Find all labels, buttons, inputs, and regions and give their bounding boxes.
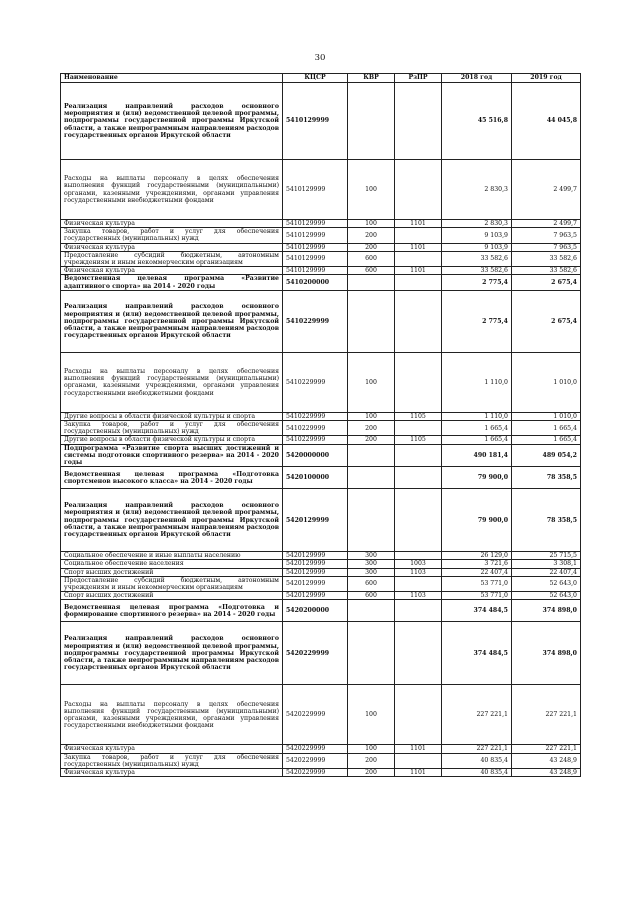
- cell-name: Реализация направлений расходов основного мероприятия и (или) ведомственной целевой программы, подпрограммы государственной программы Иркутской области, а также непрограммным направлениям расходов государственных органов Иркутской области: [61, 489, 283, 552]
- cell-2018: 1 665,4: [442, 421, 512, 436]
- cell-kvr: 100: [348, 745, 395, 753]
- cell-kcsr: 5420129999: [283, 576, 348, 591]
- cell-2019: 227 221,1: [512, 745, 581, 753]
- cell-name: Спорт высших достижений: [61, 592, 283, 600]
- table-row: [61, 421, 581, 436]
- cell-rzpr: [395, 275, 442, 290]
- cell-2019: 33 582,6: [512, 251, 581, 266]
- cell-rzpr: [395, 576, 442, 591]
- cell-name: Расходы на выплаты персоналу в целях обеспечения выполнения функций государственными (муниципальными) органами, казенными учреждениями, органами управления государственными внебюджетными фондами: [61, 685, 283, 745]
- page-number: 30: [314, 53, 326, 63]
- cell-kvr: 600: [348, 251, 395, 266]
- cell-kvr: 300: [348, 568, 395, 576]
- cell-2019: 1 665,4: [512, 421, 581, 436]
- header-2018: 2018 год: [442, 74, 512, 83]
- header-kvr: КВР: [348, 74, 395, 83]
- cell-kcsr: 5410129999: [283, 243, 348, 251]
- cell-2018: 9 103,9: [442, 228, 512, 243]
- cell-rzpr: [395, 685, 442, 745]
- cell-kvr: 600: [348, 592, 395, 600]
- cell-rzpr: 1105: [395, 436, 442, 444]
- cell-kcsr: 5420200000: [283, 600, 348, 622]
- cell-kvr: 200: [348, 421, 395, 436]
- cell-2019: 374 898,0: [512, 600, 581, 622]
- cell-2019: 33 582,6: [512, 267, 581, 275]
- cell-name: Физическая культура: [61, 267, 283, 275]
- cell-name: Расходы на выплаты персоналу в целях обеспечения выполнения функций государственными (муниципальными) органами, казенными учреждениями, органами управления государственными внебюджетными фондами: [61, 160, 283, 220]
- table-row: [61, 83, 581, 160]
- table-row: [61, 769, 581, 777]
- table-row: [61, 489, 581, 552]
- cell-kvr: 100: [348, 220, 395, 228]
- cell-kvr: [348, 622, 395, 685]
- cell-kvr: 100: [348, 685, 395, 745]
- table-row: [61, 568, 581, 576]
- cell-kcsr: 5410129999: [283, 160, 348, 220]
- table-row: [61, 412, 581, 420]
- cell-2018: 2 830,3: [442, 160, 512, 220]
- cell-rzpr: [395, 753, 442, 768]
- cell-2018: 40 835,4: [442, 769, 512, 777]
- cell-name: Социальное обеспечение населения: [61, 560, 283, 568]
- cell-kvr: 300: [348, 552, 395, 560]
- cell-2018: 45 516,8: [442, 83, 512, 160]
- cell-kvr: 100: [348, 412, 395, 420]
- cell-2018: 1 665,4: [442, 436, 512, 444]
- cell-rzpr: 1103: [395, 592, 442, 600]
- cell-kcsr: 5420229999: [283, 685, 348, 745]
- cell-2019: 1 665,4: [512, 436, 581, 444]
- cell-2019: 374 898,0: [512, 622, 581, 685]
- cell-2018: 2 775,4: [442, 275, 512, 290]
- table-row: [61, 685, 581, 745]
- cell-rzpr: [395, 489, 442, 552]
- cell-2018: 33 582,6: [442, 251, 512, 266]
- cell-2019: 2 675,4: [512, 290, 581, 352]
- cell-2019: 43 248,9: [512, 769, 581, 777]
- cell-name: Другие вопросы в области физической культуры и спорта: [61, 412, 283, 420]
- cell-rzpr: [395, 622, 442, 685]
- header-kcsr: КЦСР: [283, 74, 348, 83]
- cell-kcsr: 5420229999: [283, 622, 348, 685]
- header-2019: 2019 год: [512, 74, 581, 83]
- cell-rzpr: [395, 251, 442, 266]
- cell-rzpr: [395, 421, 442, 436]
- cell-2019: 43 248,9: [512, 753, 581, 768]
- table-row: [61, 267, 581, 275]
- cell-kcsr: 5420229999: [283, 769, 348, 777]
- cell-rzpr: [395, 228, 442, 243]
- cell-name: Реализация направлений расходов основного мероприятия и (или) ведомственной целевой программы, подпрограммы государственной программы Иркутской области, а также непрограммным направлениям расходов государственных органов Иркутской области: [61, 83, 283, 160]
- header-rzpr: РзПР: [395, 74, 442, 83]
- table-row: [61, 160, 581, 220]
- cell-kvr: [348, 467, 395, 489]
- cell-name: Предоставление субсидий бюджетным, автономным учреждениям и иным некоммерческим организациям: [61, 251, 283, 266]
- cell-rzpr: [395, 444, 442, 467]
- header-name: Наименование: [61, 74, 283, 83]
- cell-name: Закупка товаров, работ и услуг для обеспечения государственных (муниципальных) нужд: [61, 421, 283, 436]
- cell-2018: 2 775,4: [442, 290, 512, 352]
- cell-2019: 78 358,5: [512, 489, 581, 552]
- cell-kcsr: 5410229999: [283, 421, 348, 436]
- cell-2019: 2 499,7: [512, 160, 581, 220]
- cell-kcsr: 5420129999: [283, 552, 348, 560]
- cell-kvr: 100: [348, 352, 395, 412]
- cell-2019: 2 675,4: [512, 275, 581, 290]
- cell-name: Другие вопросы в области физической культуры и спорта: [61, 436, 283, 444]
- table-row: [61, 275, 581, 290]
- table-row: [61, 576, 581, 591]
- cell-kcsr: 5410200000: [283, 275, 348, 290]
- cell-name: Реализация направлений расходов основного мероприятия и (или) ведомственной целевой программы, подпрограммы государственной программы Иркутской области, а также непрограммным направлениям расходов государственных органов Иркутской области: [61, 290, 283, 352]
- cell-2019: 22 407,4: [512, 568, 581, 576]
- cell-2018: 33 582,6: [442, 267, 512, 275]
- table-row: [61, 228, 581, 243]
- cell-2018: 79 900,0: [442, 489, 512, 552]
- cell-kvr: [348, 275, 395, 290]
- cell-name: Закупка товаров, работ и услуг для обеспечения государственных (муниципальных) нужд: [61, 228, 283, 243]
- cell-name: Реализация направлений расходов основного мероприятия и (или) ведомственной целевой программы, подпрограммы государственной программы Иркутской области, а также непрограммным направлениям расходов государственных органов Иркутской области: [61, 622, 283, 685]
- cell-2018: 53 771,0: [442, 576, 512, 591]
- table-row: [61, 600, 581, 622]
- cell-2018: 1 110,0: [442, 412, 512, 420]
- cell-2019: 52 643,0: [512, 592, 581, 600]
- cell-kcsr: 5410229999: [283, 290, 348, 352]
- cell-name: Ведомственная целевая программа «Подготовка и формирование спортивного резерва» на 2014 - 2020 годы: [61, 600, 283, 622]
- cell-rzpr: [395, 160, 442, 220]
- table-row: [61, 552, 581, 560]
- cell-name: Физическая культура: [61, 769, 283, 777]
- cell-2018: 227 221,1: [442, 685, 512, 745]
- cell-2018: 374 484,5: [442, 622, 512, 685]
- cell-2018: 40 835,4: [442, 753, 512, 768]
- cell-kcsr: 5410229999: [283, 412, 348, 420]
- cell-kcsr: 5410129999: [283, 220, 348, 228]
- cell-2019: 1 010,0: [512, 352, 581, 412]
- table-row: [61, 243, 581, 251]
- table-row: [61, 753, 581, 768]
- cell-kcsr: 5410229999: [283, 436, 348, 444]
- cell-rzpr: 1101: [395, 243, 442, 251]
- cell-name: Физическая культура: [61, 220, 283, 228]
- cell-rzpr: [395, 290, 442, 352]
- cell-kcsr: 5420100000: [283, 467, 348, 489]
- cell-kcsr: 5410229999: [283, 352, 348, 412]
- cell-rzpr: 1101: [395, 745, 442, 753]
- cell-2019: 52 643,0: [512, 576, 581, 591]
- cell-2019: 227 221,1: [512, 685, 581, 745]
- cell-2018: 79 900,0: [442, 467, 512, 489]
- table-row: [61, 251, 581, 266]
- cell-2018: 490 181,4: [442, 444, 512, 467]
- cell-2018: 22 407,4: [442, 568, 512, 576]
- cell-2018: 3 721,6: [442, 560, 512, 568]
- cell-2019: 7 963,5: [512, 228, 581, 243]
- table-row: [61, 745, 581, 753]
- cell-kcsr: 5410129999: [283, 228, 348, 243]
- table-row: [61, 436, 581, 444]
- table-body: [61, 83, 581, 777]
- cell-kvr: 600: [348, 267, 395, 275]
- cell-kvr: [348, 83, 395, 160]
- table-header-row: [61, 74, 581, 83]
- cell-name: Ведомственная целевая программа «Развитие адаптивного спорта» на 2014 - 2020 годы: [61, 275, 283, 290]
- cell-kvr: 600: [348, 576, 395, 591]
- table-row: [61, 622, 581, 685]
- cell-kcsr: 5420129999: [283, 560, 348, 568]
- cell-kvr: 200: [348, 753, 395, 768]
- cell-2019: 2 499,7: [512, 220, 581, 228]
- cell-kvr: [348, 600, 395, 622]
- cell-kvr: 200: [348, 228, 395, 243]
- cell-2019: 78 358,5: [512, 467, 581, 489]
- cell-name: Ведомственная целевая программа «Подготовка спортсменов высокого класса» на 2014 - 2020 годы: [61, 467, 283, 489]
- cell-kvr: [348, 290, 395, 352]
- cell-rzpr: 1101: [395, 769, 442, 777]
- cell-kcsr: 5420129999: [283, 592, 348, 600]
- cell-kvr: 200: [348, 436, 395, 444]
- cell-2018: 1 110,0: [442, 352, 512, 412]
- cell-2018: 9 103,9: [442, 243, 512, 251]
- table-row: [61, 444, 581, 467]
- cell-kcsr: 5420129999: [283, 568, 348, 576]
- cell-name: Спорт высших достижений: [61, 568, 283, 576]
- table-row: [61, 220, 581, 228]
- cell-kcsr: 5410129999: [283, 83, 348, 160]
- cell-rzpr: [395, 467, 442, 489]
- cell-kcsr: 5420229999: [283, 745, 348, 753]
- table-row: [61, 560, 581, 568]
- cell-name: Расходы на выплаты персоналу в целях обеспечения выполнения функций государственными (муниципальными) органами, казенными учреждениями, органами управления государственными внебюджетными фондами: [61, 352, 283, 412]
- cell-2018: 53 771,0: [442, 592, 512, 600]
- table-row: [61, 592, 581, 600]
- cell-kvr: 300: [348, 560, 395, 568]
- cell-rzpr: [395, 552, 442, 560]
- cell-kcsr: 5420129999: [283, 489, 348, 552]
- cell-2019: 3 308,1: [512, 560, 581, 568]
- cell-kcsr: 5410129999: [283, 267, 348, 275]
- cell-2019: 489 054,2: [512, 444, 581, 467]
- cell-kcsr: 5410129999: [283, 251, 348, 266]
- table-row: [61, 290, 581, 352]
- cell-kvr: 200: [348, 243, 395, 251]
- cell-name: Подпрограмма «Развитие спорта высших достижений и системы подготовки спортивного резерва» на 2014 - 2020 годы: [61, 444, 283, 467]
- cell-rzpr: 1103: [395, 568, 442, 576]
- cell-2019: 7 963,5: [512, 243, 581, 251]
- cell-kvr: 200: [348, 769, 395, 777]
- cell-rzpr: [395, 83, 442, 160]
- cell-rzpr: 1101: [395, 267, 442, 275]
- cell-name: Закупка товаров, работ и услуг для обеспечения государственных (муниципальных) нужд: [61, 753, 283, 768]
- cell-rzpr: 1105: [395, 412, 442, 420]
- cell-name: Предоставление субсидий бюджетным, автономным учреждениям и иным некоммерческим организациям: [61, 576, 283, 591]
- cell-kcsr: 5420000000: [283, 444, 348, 467]
- cell-name: Физическая культура: [61, 745, 283, 753]
- cell-2018: 227 221,1: [442, 745, 512, 753]
- cell-kvr: [348, 489, 395, 552]
- cell-kcsr: 5420229999: [283, 753, 348, 768]
- cell-name: Социальное обеспечение и иные выплаты населению: [61, 552, 283, 560]
- cell-2018: 374 484,5: [442, 600, 512, 622]
- cell-2019: 44 045,8: [512, 83, 581, 160]
- cell-2018: 2 830,3: [442, 220, 512, 228]
- cell-2018: 26 129,0: [442, 552, 512, 560]
- cell-rzpr: [395, 600, 442, 622]
- cell-kvr: [348, 444, 395, 467]
- cell-rzpr: [395, 352, 442, 412]
- table-row: [61, 352, 581, 412]
- table-row: [61, 467, 581, 489]
- cell-2019: 1 010,0: [512, 412, 581, 420]
- cell-2019: 25 715,5: [512, 552, 581, 560]
- budget-table: [60, 73, 581, 777]
- cell-name: Физическая культура: [61, 243, 283, 251]
- cell-rzpr: 1003: [395, 560, 442, 568]
- cell-kvr: 100: [348, 160, 395, 220]
- cell-rzpr: 1101: [395, 220, 442, 228]
